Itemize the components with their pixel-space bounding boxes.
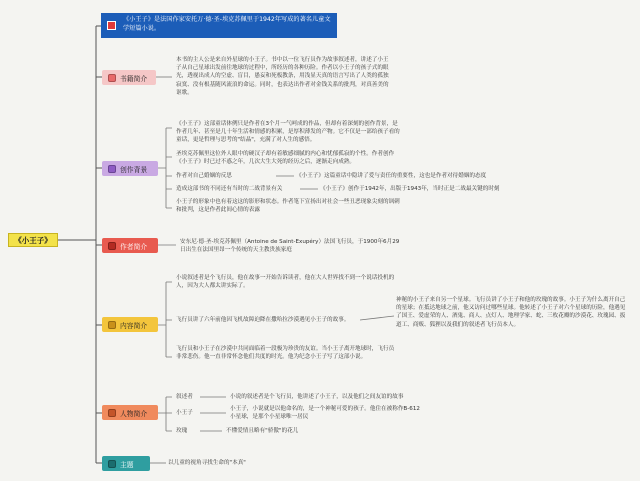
background-item-6: 《小王子》创作于1942年，出版于1943年，当时正是二战最关键的时刻 [320,186,500,192]
character-desc-2: 小王子，小说就是以他命名的，是一个神秘可爱的孩子。他住在被称作B-612小星球，是那个小星球唯一居民 [230,406,420,421]
theme-text: 以儿童的视角寻找生命的"本真" [168,460,246,466]
people-icon [108,409,116,417]
branch-characters-label: 人物简介 [120,409,148,418]
author-text: 安东尼·德·圣-埃克苏佩里（Antoine de Saint-Exupéry）法国飞行员，于1900年6月29日出生在法国里昂一个传统的天主教贵族家庭 [180,239,400,254]
branch-author-label: 作者简介 [120,242,148,251]
background-item-7: 小王子的形象中也有着这这的影形和状态。作者笔下宣扬出对社会一些丑恶现象尖刻的讽刺和批判，这是作者此间心情的表露 [176,199,400,214]
branch-background[interactable] [102,161,158,176]
character-name-2: 小王子 [176,410,193,416]
background-item-5: 造成这部书的不同还有当时的二战背景有关 [176,186,283,192]
branch-content[interactable] [102,317,158,332]
background-item-3: 作者对自己婚姻的反思 [176,173,232,179]
pencil-icon [108,165,116,173]
content-item-2: 飞行员讲了六年前他因飞机故障迫降在撒哈拉沙漠遇见小王子的故事。 [176,317,350,323]
document-icon [108,321,116,329]
character-name-3: 玫瑰 [176,428,188,434]
root-node[interactable]: 《小王子》 [8,233,58,247]
character-name-1: 叙述者 [176,394,193,400]
diamond-icon [108,460,116,468]
branch-book-intro[interactable] [102,70,156,85]
background-item-1: 《小王子》这部童话体例只是作者在3个月一气呵成的作品，但却有着深刻的创作背景，是作者几年、甚至是几十年生活和情感的积累，是厚积薄发的产物。它不仅是一部给孩子看的童话，更是哲理与思考的"结晶"，充满了对人生的感悟。 [176,121,400,144]
content-item-1: 小说叙述者是个飞行员，他在故事一开始告诉读者，他在大人世界找不到一个说话投机的人，因为大人都太讲实际了。 [176,275,395,290]
person-icon [108,242,116,250]
title-node-text: 《小王子》是法国作家安托万·德·圣-埃克苏佩里于1942年写成的著名儿童文学短篇小说。 [123,16,331,32]
title-node[interactable] [101,13,337,38]
background-item-4: 《小王子》这篇童话中隐讲了爱与责任的重要性，这也是作者对待婚姻的态度 [296,173,487,179]
character-desc-3: 不懂爱情且略有"骄傲"的花儿 [226,428,299,434]
branch-characters[interactable] [102,405,158,420]
content-item-3: 飞行员和小王子在沙漠中共同面临着一段极为珍贵的友谊。当小王子离开地球时，飞行员非常悲伤。他一直非常怀念他们共度的时光。他为纪念小王子写了这部小说。 [176,346,395,361]
character-desc-1: 小说的叙述者是个飞行员，他讲述了小王子，以及他们之间友谊的故事 [230,394,404,400]
branch-theme[interactable] [102,456,150,471]
branch-theme-label: 主题 [120,460,134,469]
branch-author[interactable] [102,238,158,253]
branch-book-intro-label: 书籍简介 [120,74,148,83]
book-intro-text: 本书的主人公是来自外星球的小王子。书中以一位飞行员作为故事叙述者，讲述了小王子从自己星球出发前往地球的过程中，所经历的各种历险。作者以小王子的孩子式的眼光，透视出成人的空虚、盲目，愚妄和死板教条，用浅显天真的语言写出了人类的孤独寂寞、没有根基随风流浪的命运。同时，也表达出作者对金钱关系的批判，对真善美的讴歌。 [176,57,389,96]
flag-icon [107,21,116,30]
book-icon [108,74,116,82]
branch-background-label: 创作背景 [120,165,148,174]
branch-content-label: 内容简介 [120,321,148,330]
content-detail: 神秘的小王子来自另一个星球。飞行员讲了小王子和他的玫瑰的故事。小王子为什么离开自己的星球；在抵达地球之前，他又访问过哪些星球。他转述了小王子对六个星球的历险，他遇见了国王、爱虚荣的人、酒鬼、商人、点灯人、地理学家、蛇、三枚花瓣的沙漠花、玫瑰园、扳道工、商贩、狐狸以及我们的叙述者飞行员本人。 [396,297,626,328]
background-item-2: 圣埃克苏佩里这位外人眼中的硬汉子却有着敏感细腻的内心和忧郁孤寂的个性。作者创作《小王子》时已过不惑之年，几次大生大死的经历之后，逐渐走向成熟。 [176,151,395,166]
